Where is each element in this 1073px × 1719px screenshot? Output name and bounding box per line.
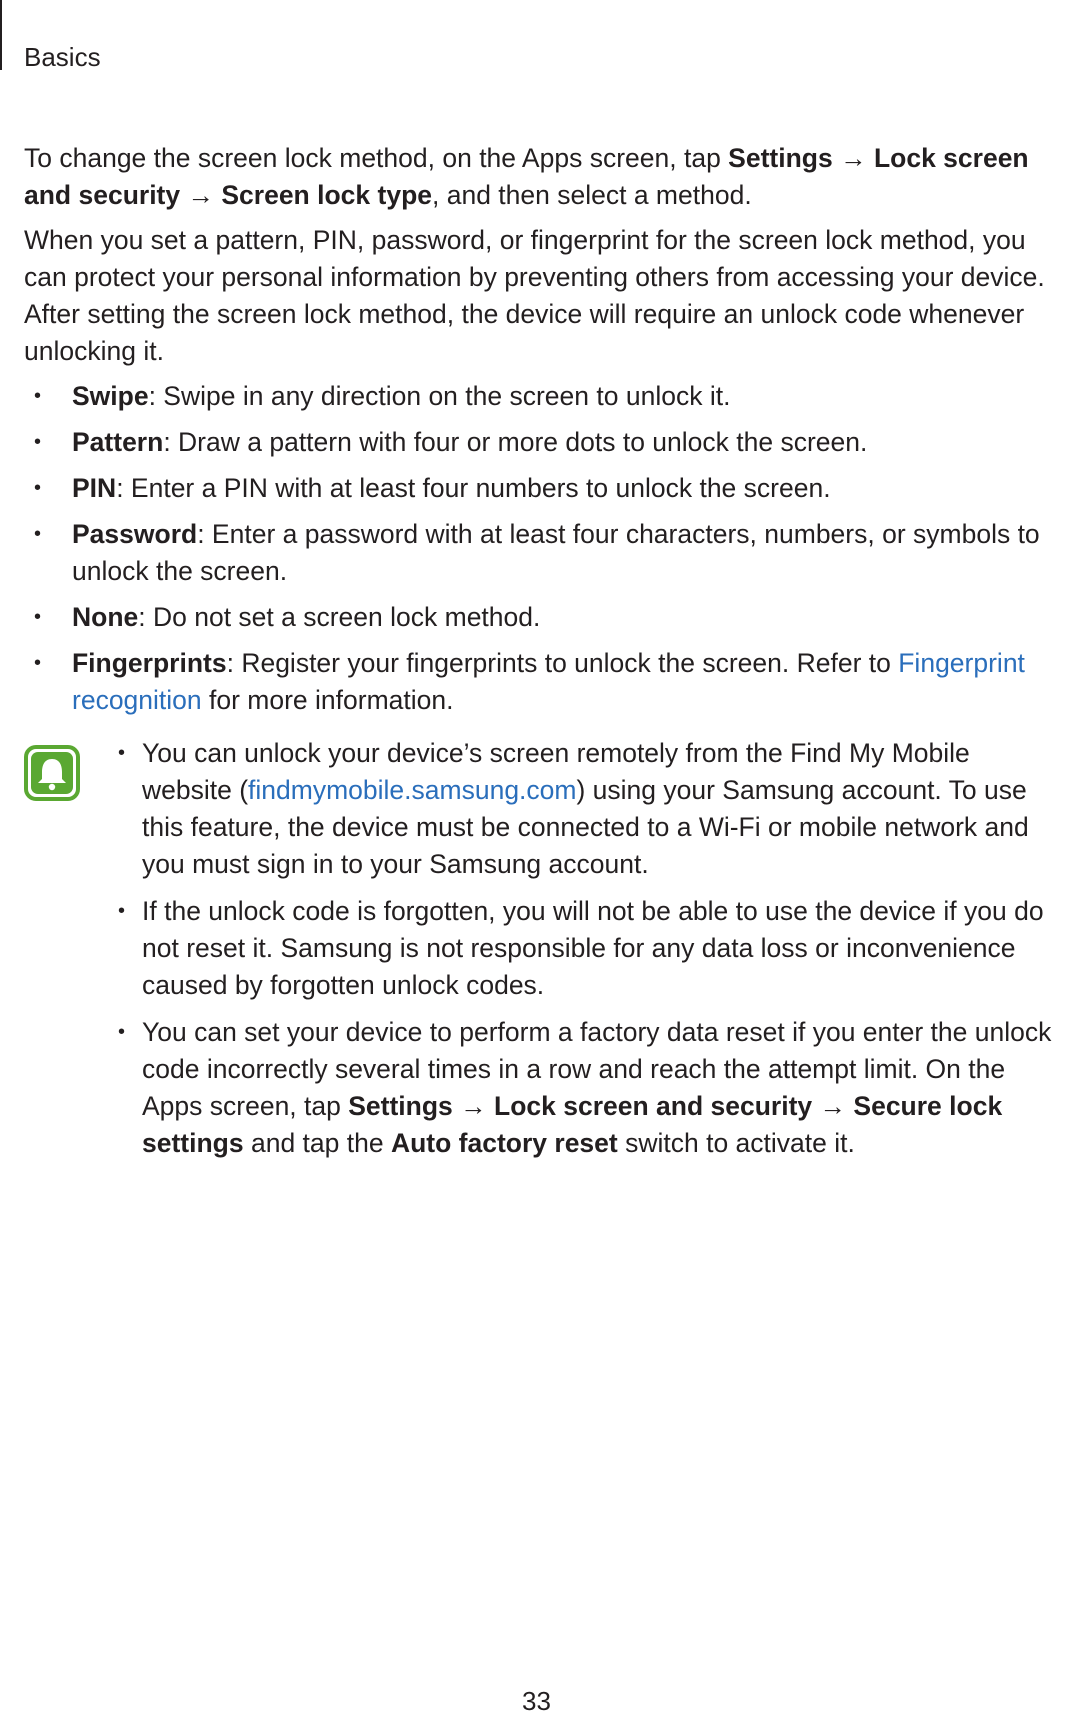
menu-settings: Settings	[728, 143, 833, 173]
note-list	[24, 735, 1064, 1162]
bell-icon	[24, 745, 80, 801]
list-item: • Password: Enter a password with at least four characters, numbers, or symbols to unlock the screen.	[34, 519, 1040, 586]
main-content	[24, 140, 1064, 1172]
findmymobile-link[interactable]: findmymobile.samsung.com	[248, 775, 577, 805]
menu-screen-lock-type: Screen lock type	[221, 180, 432, 210]
margin-rule	[0, 0, 2, 70]
menu-lock-screen: Lock screen and security	[24, 143, 1029, 210]
intro-paragraph-2: When you set a pattern, PIN, password, or fingerprint for the screen lock method, you can protect your personal information by preventing others from accessing your device. After setting the screen lock method, the device will require an unlock code whenever unlocking it.	[24, 225, 1045, 366]
list-item: • If the unlock code is forgotten, you will not be able to use the device if you do not reset it. Samsung is not responsible for any data loss or inconvenience caused by forgotten unlock codes.	[118, 896, 1044, 1000]
list-item: • You can set your device to perform a factory data reset if you enter the unlock code incorrectly several times in a row and reach the attempt limit. On the Apps screen, tap Settings → Lock screen and security → Secure lock settings and tap the Auto factory reset switch to activate it.	[118, 1017, 1052, 1158]
page-number: 33	[522, 1686, 551, 1716]
list-item: • None: Do not set a screen lock method.	[34, 602, 541, 632]
list-item: • You can unlock your device’s screen remotely from the Find My Mobile website (findmymobile.samsung.com) using your Samsung account. To use this feature, the device must be connected to a Wi-Fi or mobile network and you must sign in to your Samsung account.	[118, 738, 1029, 879]
section-header: Basics	[24, 42, 101, 72]
fingerprint-recognition-link[interactable]: Fingerprint recognition	[72, 648, 1025, 715]
list-item: • Fingerprints: Register your fingerprints to unlock the screen. Refer to Fingerprint recognition for more information.	[34, 648, 1025, 715]
lock-methods-list	[24, 378, 1064, 719]
list-item: • Swipe: Swipe in any direction on the screen to unlock it.	[34, 381, 731, 411]
note-box	[24, 735, 1064, 1162]
list-item: • Pattern: Draw a pattern with four or more dots to unlock the screen.	[34, 427, 868, 457]
list-item: • PIN: Enter a PIN with at least four numbers to unlock the screen.	[34, 473, 831, 503]
intro-paragraph-1: To change the screen lock method, on the Apps screen, tap Settings → Lock screen and security → Screen lock type, and then select a method.	[24, 143, 1029, 210]
